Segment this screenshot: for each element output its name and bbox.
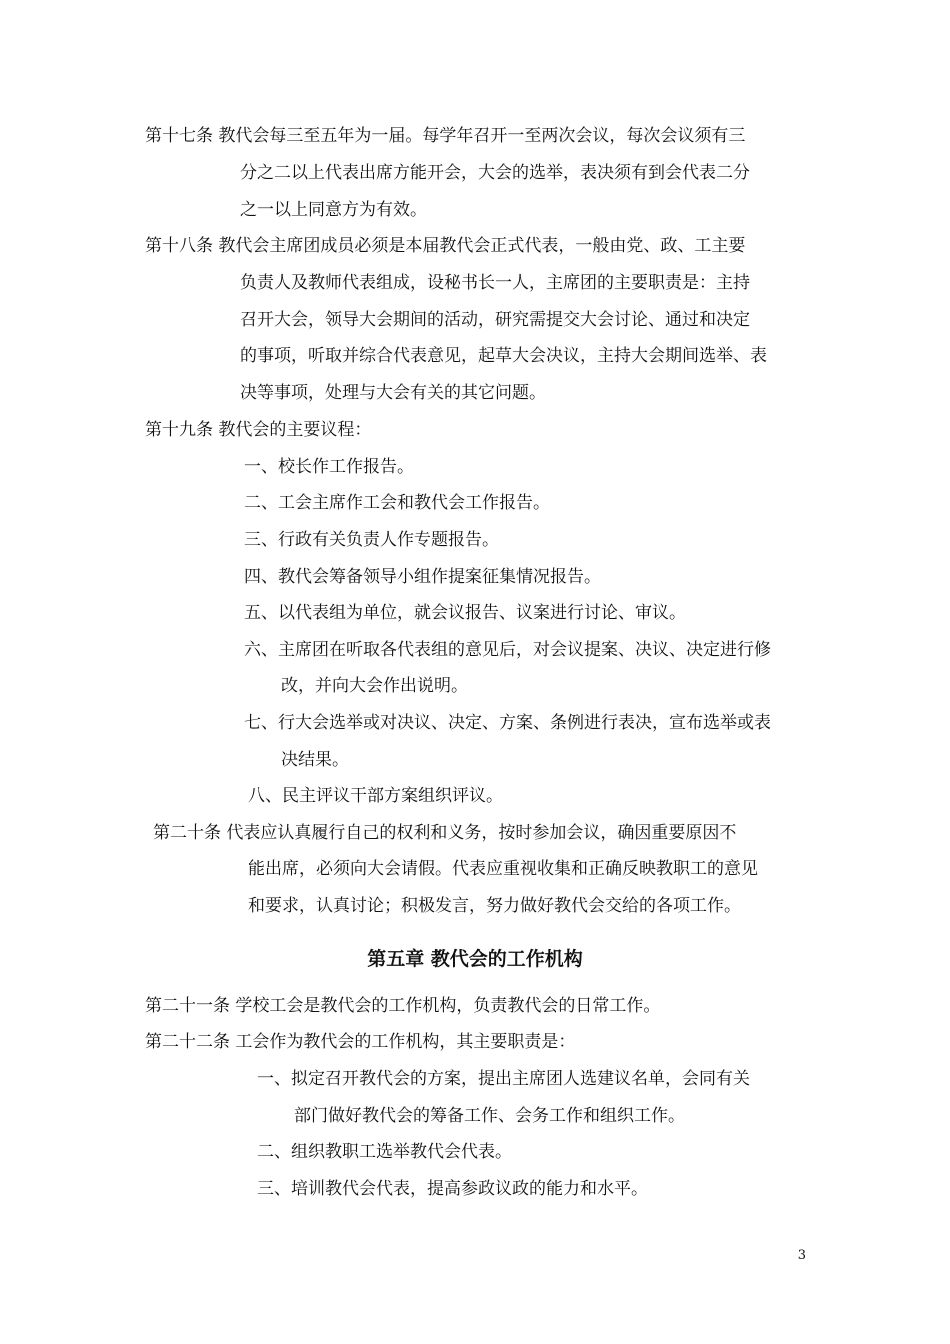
article-20-line-2: 能出席，必须向大会请假。代表应重视收集和正确反映教职工的意见 <box>248 859 758 879</box>
article-18-line-3: 召开大会，领导大会期间的活动，研究需提交大会讨论、通过和决定 <box>240 310 750 330</box>
article-19-item-5: 五、以代表组为单位，就会议报告、议案进行讨论、审议。 <box>244 603 686 623</box>
article-20-line-3: 和要求，认真讨论；积极发言，努力做好教代会交给的各项工作。 <box>248 896 741 916</box>
article-19-item-2: 二、工会主席作工会和教代会工作报告。 <box>244 493 550 513</box>
article-19-item-4: 四、教代会筹备领导小组作提案征集情况报告。 <box>244 567 601 587</box>
article-19-item-1: 一、校长作工作报告。 <box>244 457 414 477</box>
article-17-line-1: 第十七条 教代会每三至五年为一届。每学年召开一至两次会议，每次会议须有三 <box>145 126 746 146</box>
article-19-item-6-line-2: 改，并向大会作出说明。 <box>281 676 468 696</box>
article-21: 第二十一条 学校工会是教代会的工作机构，负责教代会的日常工作。 <box>145 996 661 1016</box>
article-22-item-2: 二、组织教职工选举教代会代表。 <box>257 1142 512 1162</box>
article-19-item-8: 八、民主评议干部方案组织评议。 <box>248 786 503 806</box>
article-18-line-4: 的事项，听取并综合代表意见，起草大会决议，主持大会期间选举、表 <box>240 346 767 366</box>
article-18-line-1: 第十八条 教代会主席团成员必须是本届教代会正式代表，一般由党、政、工主要 <box>145 236 746 256</box>
article-18-line-2: 负责人及教师代表组成，设秘书长一人，主席团的主要职责是：主持 <box>240 273 750 293</box>
article-17-line-3: 之一以上同意方为有效。 <box>240 200 427 220</box>
chapter-heading: 第五章 教代会的工作机构 <box>367 948 583 970</box>
article-22-item-1-line-2: 部门做好教代会的筹备工作、会务工作和组织工作。 <box>294 1106 685 1126</box>
article-19-item-7-line-2: 决结果。 <box>281 750 349 770</box>
article-22-title: 第二十二条 工会作为教代会的工作机构，其主要职责是： <box>145 1032 576 1052</box>
article-19-title: 第十九条 教代会的主要议程： <box>145 420 372 440</box>
article-22-item-1-line-1: 一、拟定召开教代会的方案，提出主席团人选建议名单，会同有关 <box>257 1069 750 1089</box>
article-19-item-3: 三、行政有关负责人作专题报告。 <box>244 530 499 550</box>
article-22-item-3: 三、培训教代会代表，提高参政议政的能力和水平。 <box>257 1179 648 1199</box>
article-20-line-1: 第二十条 代表应认真履行自己的权利和义务，按时参加会议，确因重要原因不 <box>153 823 737 843</box>
article-17-line-2: 分之二以上代表出席方能开会，大会的选举，表决须有到会代表二分 <box>240 163 750 183</box>
article-19-item-7-line-1: 七、行大会选举或对决议、决定、方案、条例进行表决，宣布选举或表 <box>244 713 771 733</box>
page-number: 3 <box>797 1248 806 1263</box>
article-18-line-5: 决等事项，处理与大会有关的其它问题。 <box>240 383 546 403</box>
article-19-item-6-line-1: 六、主席团在听取各代表组的意见后，对会议提案、决议、决定进行修 <box>244 640 771 660</box>
